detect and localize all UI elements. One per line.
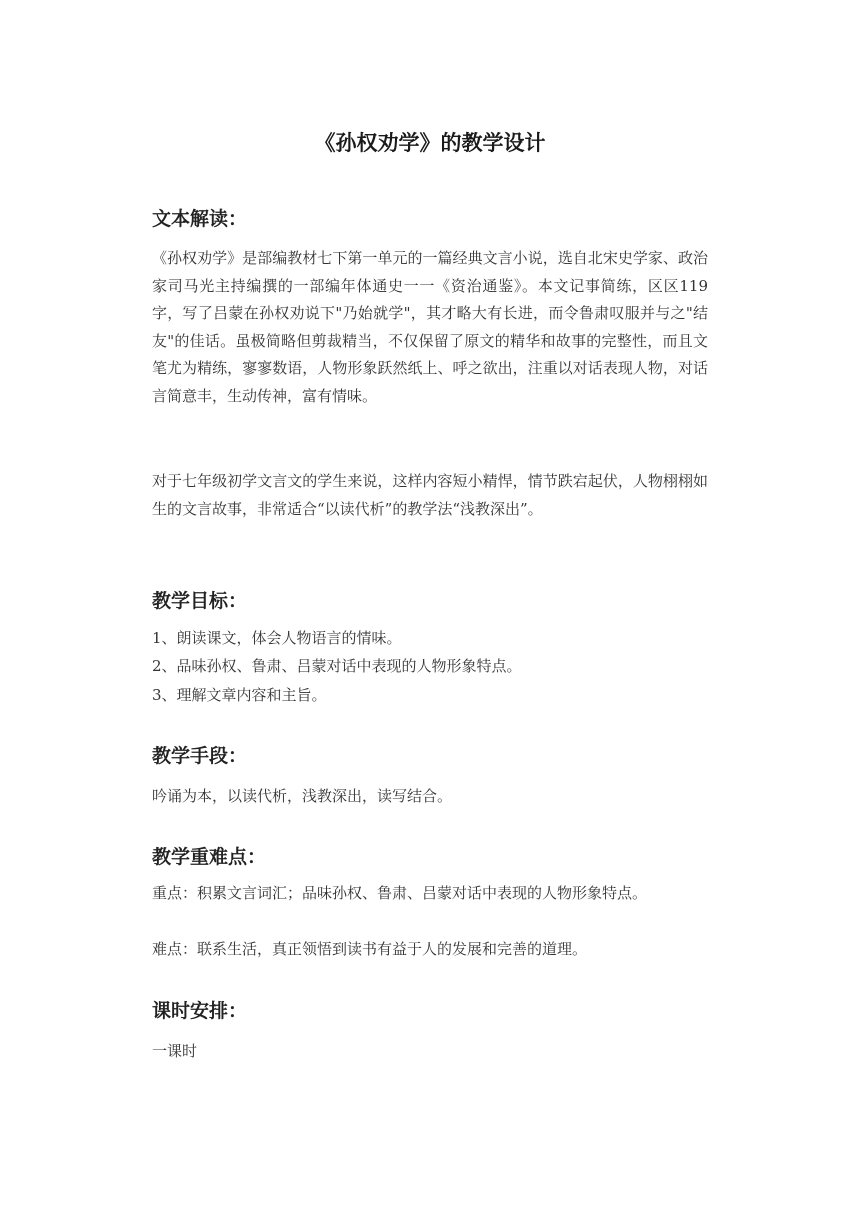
teaching-methods-text: 吟诵为本，以读代析，浅教深出，读写结合。 bbox=[152, 787, 453, 805]
section-heading-text-reading: 文本解读： bbox=[152, 208, 248, 230]
section-heading-teaching-methods: 教学手段： bbox=[152, 745, 248, 767]
difficult-point-text: 难点：联系生活，真正领悟到读书有益于人的发展和完善的道理。 bbox=[152, 940, 588, 958]
document-title: 《孙权劝学》的教学设计 bbox=[314, 131, 546, 155]
teaching-goal-item-1: 1、朗读课文，体会人物语言的情味。 bbox=[152, 629, 402, 647]
teaching-goal-item-2: 2、品味孙权、鲁肃、吕蒙对话中表现的人物形象特点。 bbox=[152, 657, 522, 675]
class-schedule-text: 一课时 bbox=[152, 1042, 198, 1060]
section-heading-key-difficult-points: 教学重难点： bbox=[152, 846, 267, 868]
key-point-text: 重点：积累文言词汇；品味孙权、鲁肃、吕蒙对话中表现的人物形象特点。 bbox=[152, 884, 648, 902]
teaching-goal-item-3: 3、理解文章内容和主旨。 bbox=[152, 686, 327, 704]
section-heading-class-schedule: 课时安排： bbox=[152, 1000, 248, 1022]
section-heading-teaching-goals: 教学目标： bbox=[152, 590, 248, 612]
text-reading-paragraph-2: 对于七年级初学文言文的学生来说，这样内容短小精悍，情节跌宕起伏，人物栩栩如生的文言故事，非常适合“以读代析”的教学法“浅教深出”。 bbox=[152, 472, 708, 518]
text-reading-paragraph-1: 《孙权劝学》是部编教材七下第一单元的一篇经典文言小说，选自北宋史学家、政治家司马光主持编撰的一部编年体通史一一《资治通鉴》。本文记事简练，区区119字，写了吕蒙在孙权劝说下"乃始就学"，其才略大有长进，而令鲁肃叹服并与之"结友"的佳话。虽极简略但剪裁精当，不仅保留了原文的精华和故事的完整性，而且文笔尤为精练，寥寥数语，人物形象跃然纸上、呼之欲出，注重以对话表现人物，对话言简意丰，生动传神，富有情味。 bbox=[152, 249, 708, 405]
